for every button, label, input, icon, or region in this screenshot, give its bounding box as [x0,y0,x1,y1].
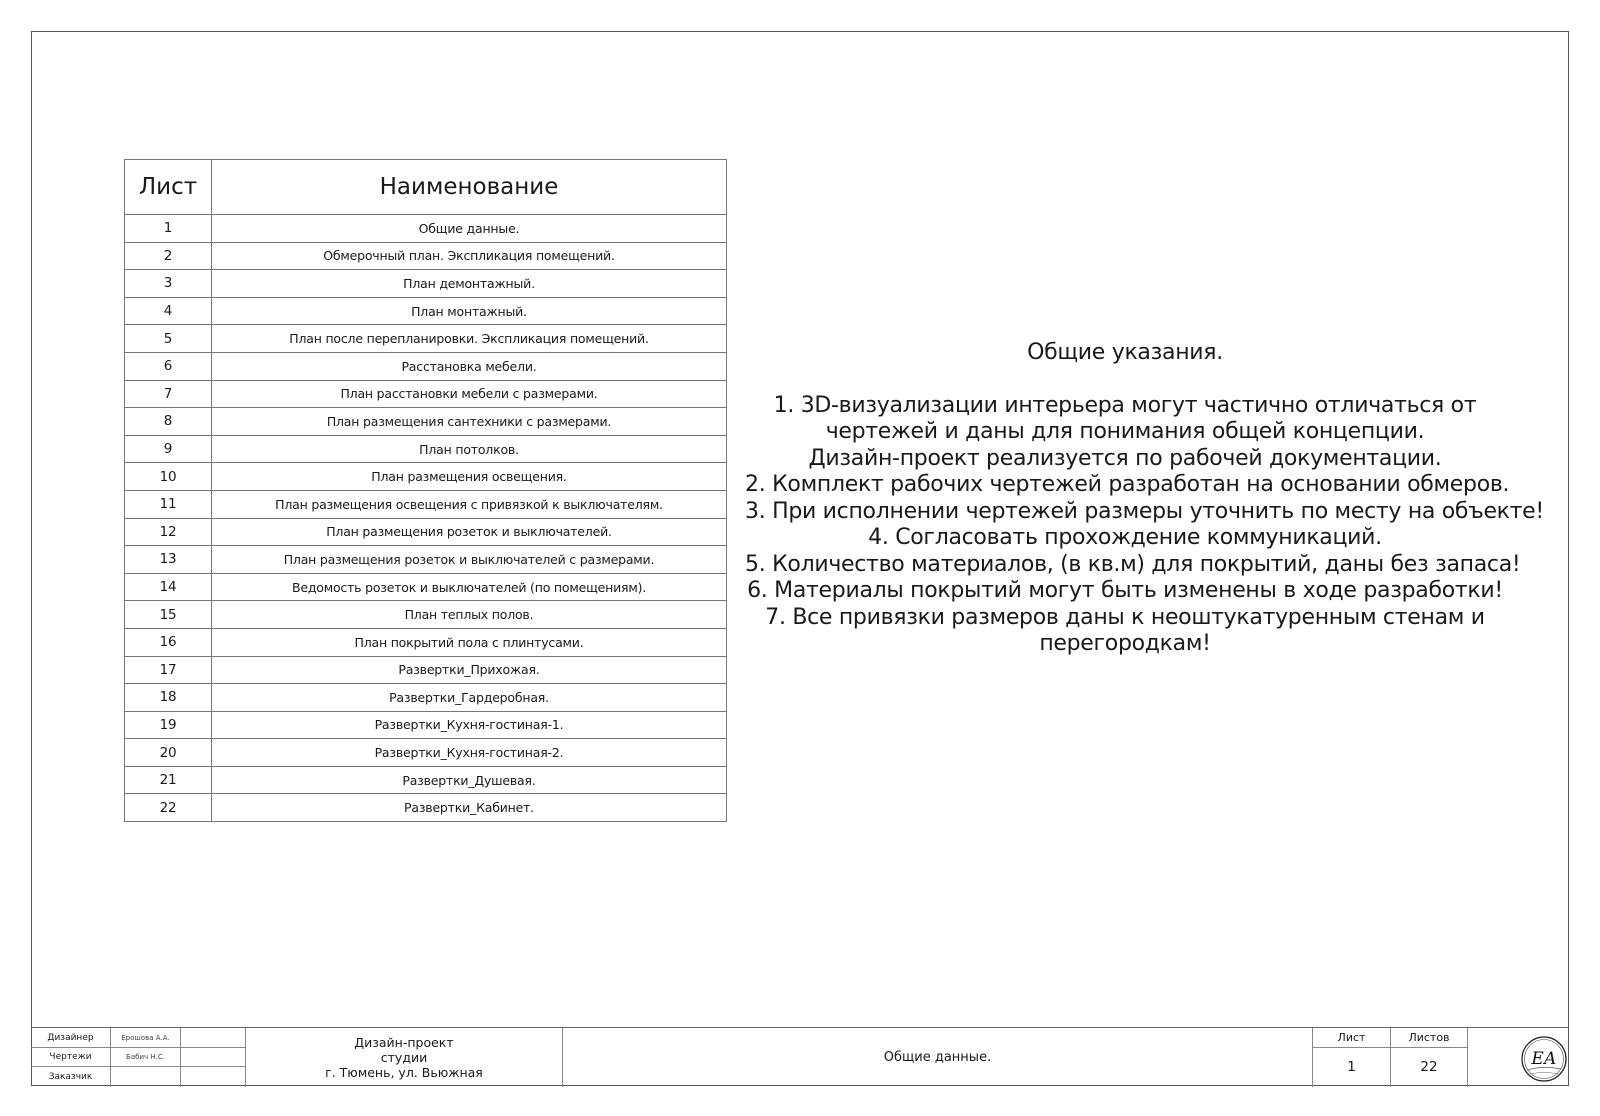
sheet-name: Развертки_Кухня-гостиная-1. [212,711,727,739]
sheet-list-table [124,159,727,822]
sheet-rows [125,215,727,822]
note-line: чертежей и даны для понимания общей концепции. [825,419,1425,444]
sheet-number: 6 [125,352,212,380]
table-row [125,463,727,491]
notes-lines [745,392,1544,658]
table-row [125,408,727,436]
sheet-number: 4 [125,297,212,325]
note-line: 2. Комплект рабочих чертежей разработан на основании обмеров. [745,472,1510,497]
title-block [31,1027,1569,1086]
role-customer: Заказчик [31,1066,111,1087]
sheet-name: План размещения освещения. [212,463,727,491]
sheet-name: Развертки_Гардеробная. [212,684,727,712]
logo-text: ЕА [1531,1049,1557,1069]
table-row [125,435,727,463]
sheet-name: План размещения розеток и выключателей с размерами. [212,546,727,574]
sheet-name: План расстановки мебели с размерами. [212,380,727,408]
sheet-name: План монтажный. [212,297,727,325]
sheet-name: Развертки_Кабинет. [212,794,727,822]
sign-customer [181,1066,246,1087]
sheet-name: Расстановка мебели. [212,352,727,380]
studio-logo-icon [1519,1034,1569,1084]
table-row [125,766,727,794]
table-row [125,518,727,546]
sheet-name: План потолков. [212,435,727,463]
role-drawings: Чертежи [31,1047,111,1066]
sheet-name: План после перепланировки. Экспликация помещений. [212,325,727,353]
sheet-number: 16 [125,628,212,656]
name-designer: Ерошова А.А. [111,1028,181,1047]
sheet-name: Развертки_Кухня-гостиная-2. [212,739,727,767]
table-row [125,270,727,298]
sheet-name: План размещения освещения с привязкой к выключателям. [212,490,727,518]
table-header-row [125,160,727,215]
table-row [125,325,727,353]
table-row [125,794,727,822]
table-row [125,739,727,767]
sheet-name: Общие данные. [212,215,727,243]
sheet-name: План покрытий пола с плинтусами. [212,628,727,656]
name-drawings: Бабич Н.С. [111,1047,181,1066]
sheet-name: План теплых полов. [212,601,727,629]
table-row [125,711,727,739]
note-line: Дизайн-проект реализуется по рабочей документации. [808,445,1442,471]
sheet-number: 10 [125,463,212,491]
sheet-number: 18 [125,684,212,712]
sheet-number: 2 [125,242,212,270]
project-line1: Дизайн-проект [354,1035,454,1050]
note-line: 3. При исполнении чертежей размеры уточнить по месту на объекте! [745,498,1544,524]
sheet-name: План демонтажный. [212,270,727,298]
table-row [125,490,727,518]
project-info [246,1028,563,1087]
sheet-name: Ведомость розеток и выключателей (по помещениям). [212,573,727,601]
note-line: 4. Согласовать прохождение коммуникаций. [868,525,1382,550]
table-row [125,242,727,270]
sheet-number: 13 [125,546,212,574]
table-row [125,352,727,380]
sign-designer [181,1028,246,1047]
table-row [125,380,727,408]
header-sheet: Лист [125,160,212,215]
sheet-name: План размещения сантехники с размерами. [212,408,727,436]
sign-drawings [181,1047,246,1066]
note-line: 6. Материалы покрытий могут быть изменены в ходе разработки! [747,578,1503,603]
note-line: 1. 3D-визуализации интерьера могут частично отличаться от [773,392,1477,418]
general-notes [745,340,1544,658]
note-line: перегородкам! [1039,631,1211,656]
sheet-number: 11 [125,490,212,518]
sheet-label: Лист [1313,1028,1391,1047]
sheets-value: 22 [1391,1047,1468,1087]
project-line2: студии [380,1050,428,1065]
sheet-number: 7 [125,380,212,408]
header-name: Наименование [212,160,727,215]
sheet-name: Развертки_Прихожая. [212,656,727,684]
table-row [125,684,727,712]
project-line3: г. Тюмень, ул. Вьюжная [325,1065,483,1080]
table-row [125,573,727,601]
notes-title: Общие указания. [1027,340,1223,365]
sheet-name: Развертки_Душевая. [212,766,727,794]
sheet-number: 20 [125,739,212,767]
name-customer [111,1066,181,1087]
sheet-number: 3 [125,270,212,298]
sheet-number: 22 [125,794,212,822]
sheet-name: Обмерочный план. Экспликация помещений. [212,242,727,270]
role-designer: Дизайнер [31,1028,111,1047]
table-row [125,297,727,325]
table-row [125,656,727,684]
table-row [125,601,727,629]
sheet-number: 15 [125,601,212,629]
sheet-number: 8 [125,408,212,436]
sheet-number: 14 [125,573,212,601]
table-row [125,628,727,656]
sheet-number: 1 [125,215,212,243]
table-row [125,546,727,574]
sheet-number: 12 [125,518,212,546]
table-row [125,215,727,243]
sheets-label: Листов [1391,1028,1468,1047]
sheet-number: 19 [125,711,212,739]
sheet-number: 9 [125,435,212,463]
sheet-value: 1 [1313,1047,1391,1087]
sheet-number: 17 [125,656,212,684]
sheet-number: 5 [125,325,212,353]
note-line: 5. Количество материалов, (в кв.м) для покрытий, даны без запаса! [745,551,1521,577]
sheet-name: План размещения розеток и выключателей. [212,518,727,546]
sheet-title: Общие данные. [563,1028,1313,1087]
sheet-number: 21 [125,766,212,794]
note-line: 7. Все привязки размеров даны к неоштукатуренным стенам и [765,604,1485,630]
